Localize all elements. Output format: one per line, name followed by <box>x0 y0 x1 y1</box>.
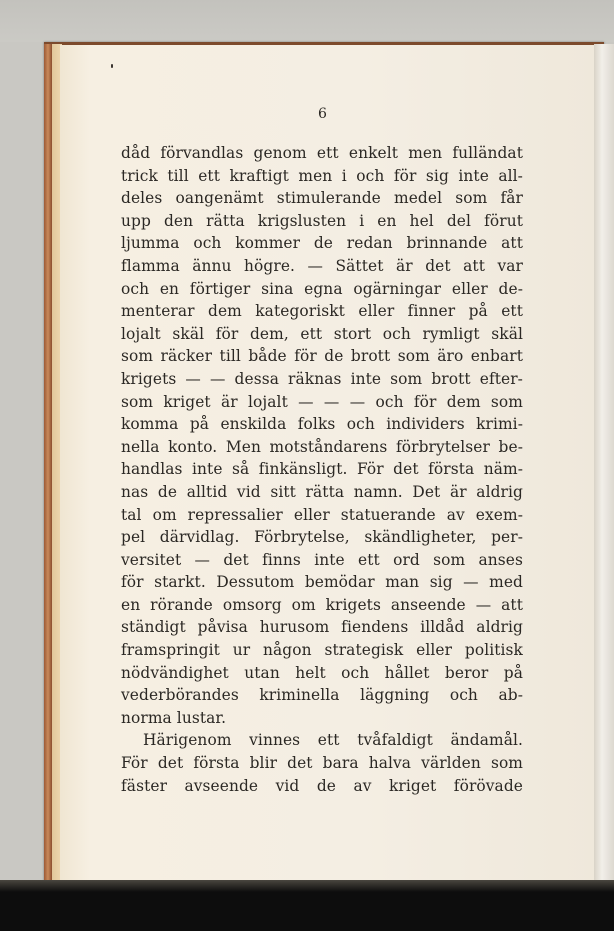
text-line: nas de alltid vid sitt rätta namn. Det är aldrig <box>121 482 523 501</box>
book-spine-edge <box>44 44 52 880</box>
text-line: som kriget är lojalt — — — och för dem som <box>121 392 523 411</box>
ink-speck <box>111 64 113 68</box>
text-line: komma på enskilda folks och individers krimi- <box>121 415 523 434</box>
text-line: nödvändighet utan helt och hållet beror på <box>121 663 523 682</box>
text-line: ljumma och kommer de redan brinnande att <box>121 234 523 253</box>
text-line: handlas inte så finkänsligt. För det första näm- <box>121 460 523 479</box>
text-line: en rörande omsorg om krigets anseende — att <box>121 595 523 614</box>
page-stack-edge <box>594 44 614 884</box>
page-number: 6 <box>318 106 327 122</box>
text-line: För det första blir det bara halva världen som <box>121 754 523 773</box>
body-text <box>121 142 523 797</box>
text-line: upp den rätta krigslusten i en hel del förut <box>121 211 523 230</box>
text-line: dåd förvandlas genom ett enkelt men fulländat <box>121 144 523 162</box>
text-line: flamma ännu högre. — Sättet är det att var <box>121 256 523 275</box>
text-line: tal om repressalier eller statuerande av exem- <box>121 505 523 524</box>
text-line: ständigt påvisa hurusom fiendens illdåd aldrig <box>121 618 523 637</box>
text-line: för starkt. Dessutom bemödar man sig — med <box>121 573 523 592</box>
text-line: krigets — — dessa räknas inte som brott efter- <box>121 369 523 388</box>
text-line: fäster avseende vid de av kriget förövade <box>121 776 523 795</box>
text-line: vederbörandes kriminella läggning och ab- <box>121 686 523 705</box>
text-line: deles oangenämt stimulerande medel som får <box>121 189 523 208</box>
text-line: framspringit ur någon strategisk eller politisk <box>121 641 523 660</box>
text-line: pel därvidlag. Förbrytelse, skändligheter, per- <box>121 528 523 547</box>
text-line: Härigenom vinnes ett tvåfaldigt ändamål. <box>143 731 523 750</box>
scan-shadow <box>0 880 614 892</box>
text-line: och en förtiger sina egna ogärningar eller de- <box>121 279 523 298</box>
text-line: menterar dem kategoriskt eller finner på ett <box>121 302 523 321</box>
text-line: nella konto. Men motståndarens förbrytelser be- <box>121 437 523 456</box>
text-line: lojalt skäl för dem, ett stort och rymligt skäl <box>121 324 523 343</box>
text-line: trick till ett kraftigt men i och för sig inte all- <box>121 166 523 185</box>
scan-background-top <box>0 0 614 42</box>
text-line: norma lustar. <box>121 708 227 727</box>
text-line: versitet — det finns inte ett ord som anses <box>121 550 523 569</box>
text-line: som räcker till både för de brott som äro enbart <box>121 347 523 366</box>
